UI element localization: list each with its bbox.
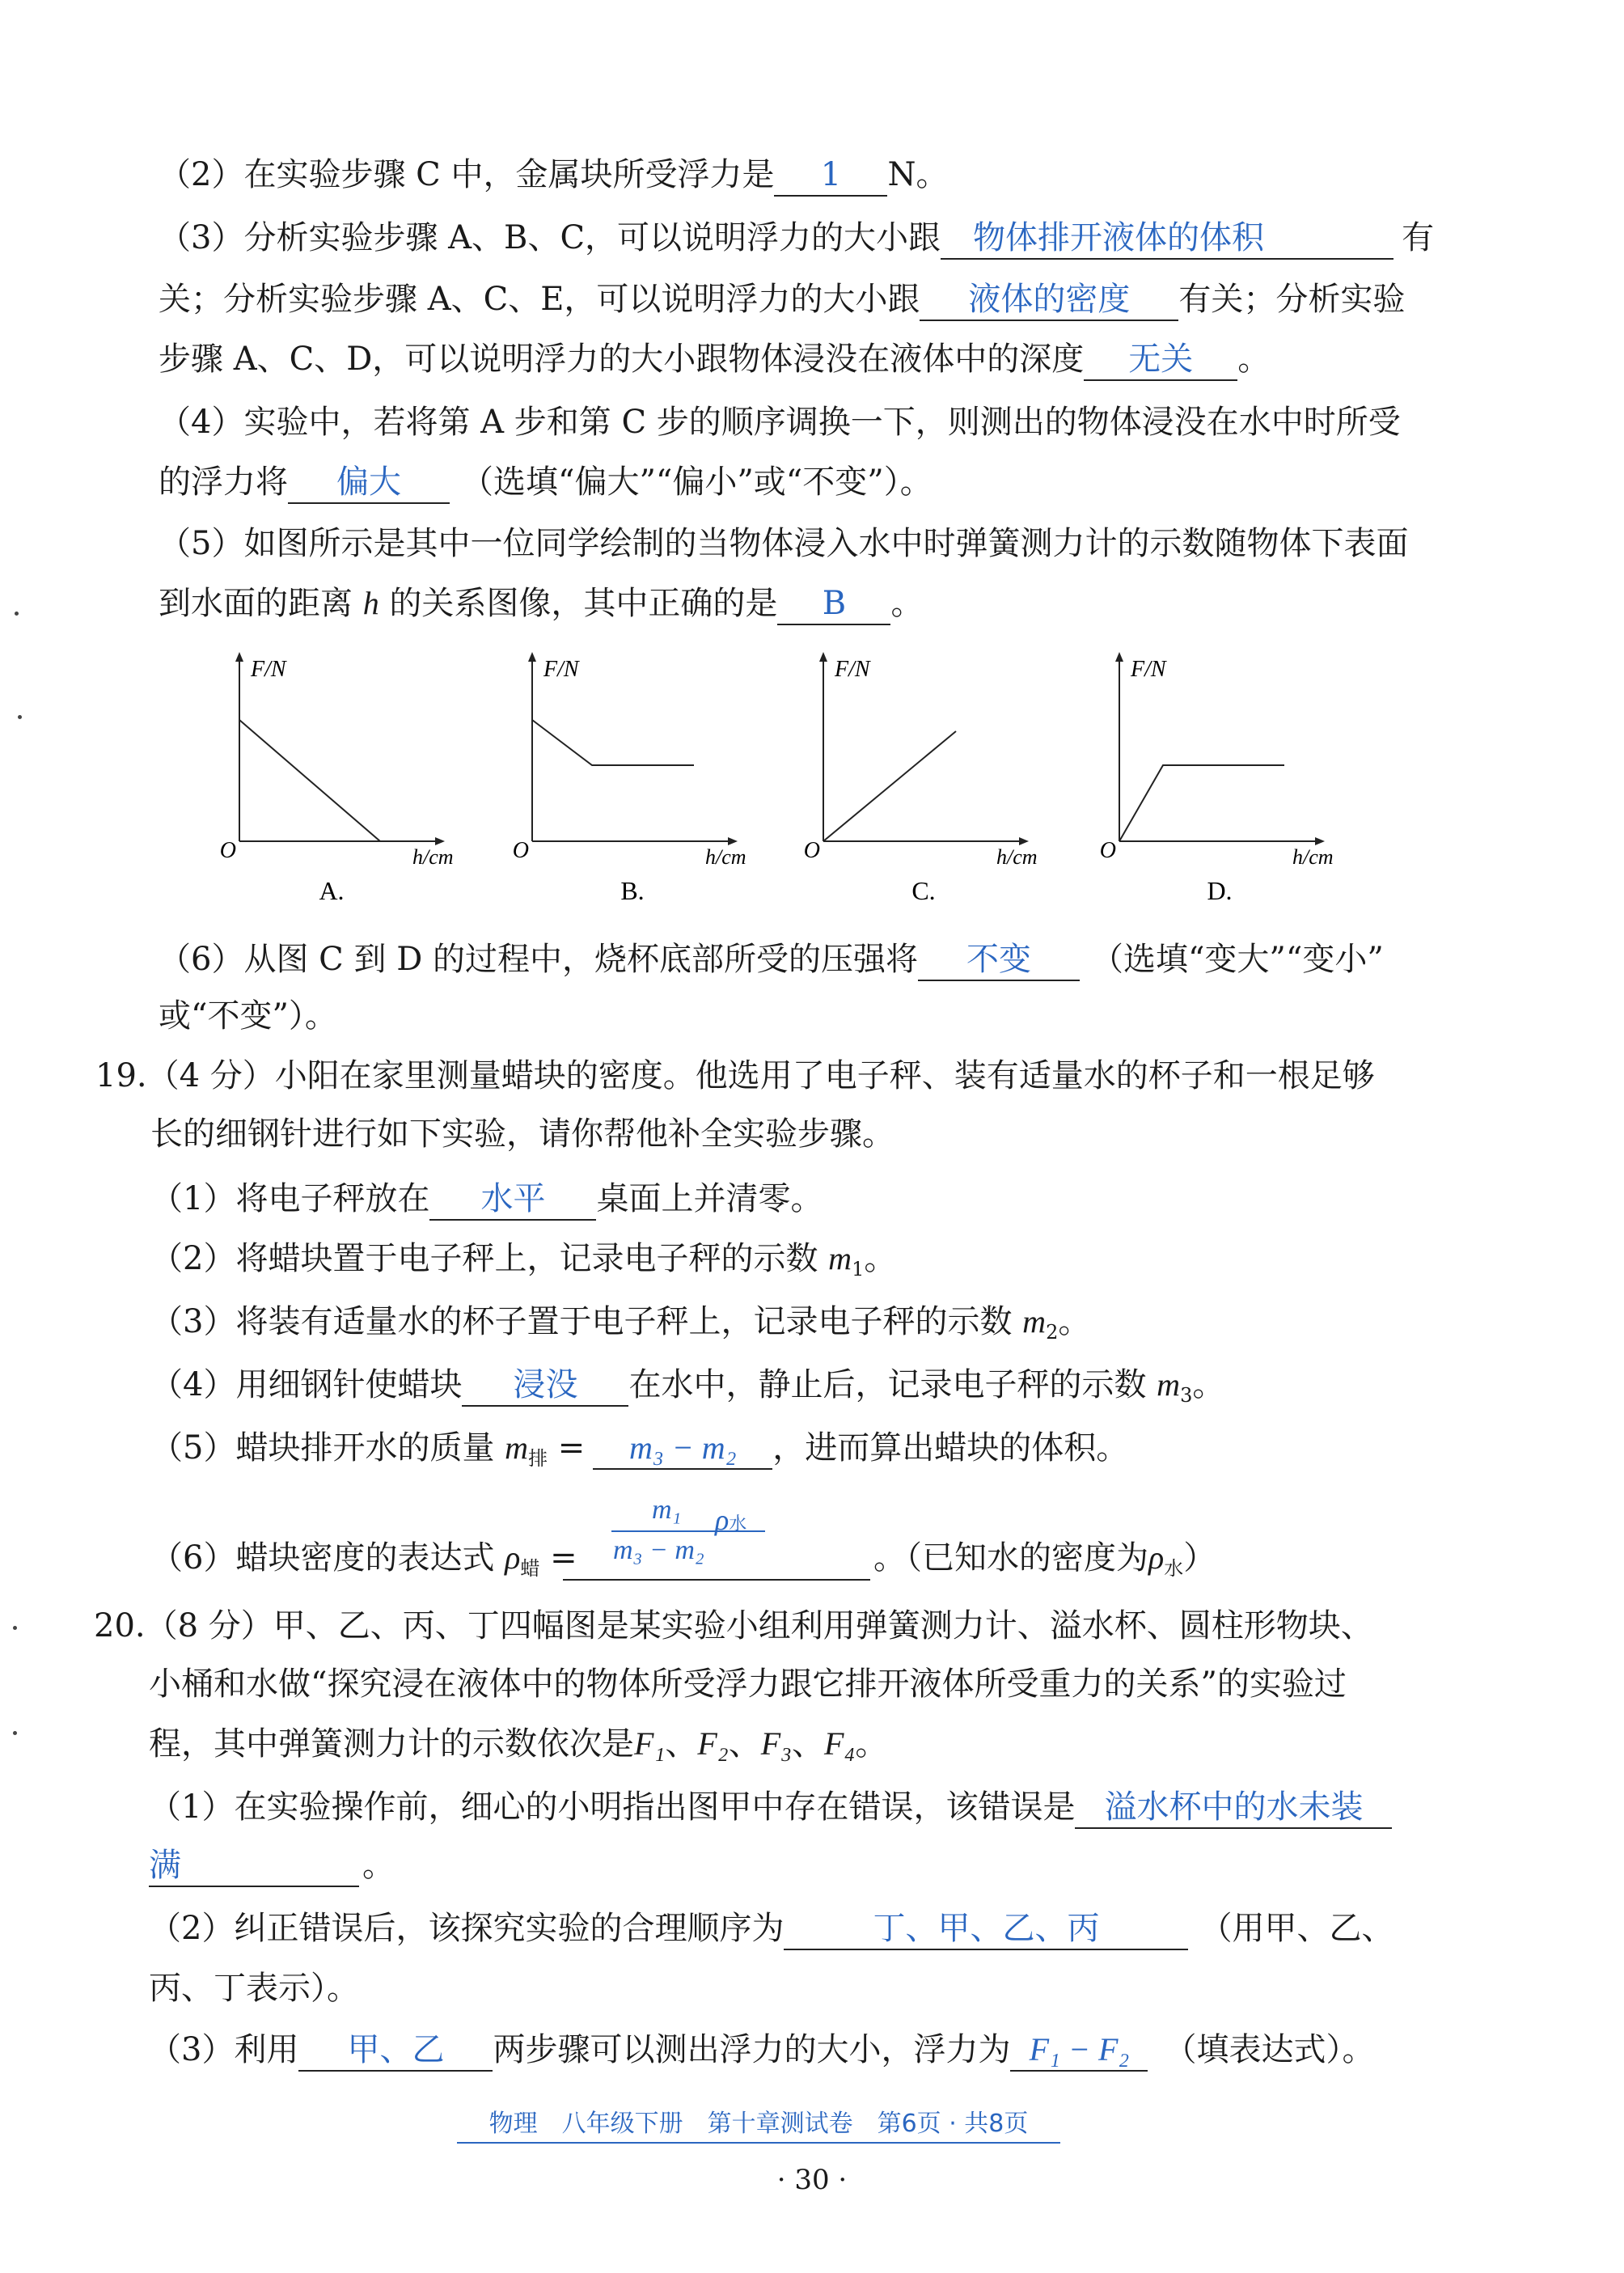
answer-blank: 不变 xyxy=(918,939,1080,981)
fraction-numerator: m₁ xyxy=(652,1495,682,1525)
q20-step1-line2: 满 。 xyxy=(149,1841,395,1890)
origin-label: O xyxy=(1099,838,1116,863)
q19-step5: （5）蜡块排开水的质量 $m_排 = m_3 - m_2$ ，进而算出蜡块的体积。 xyxy=(150,1429,1129,1470)
q19-intro-line1: 19.（4 分）小阳在家里测量蜡块的密度。他选用了电子秤、装有适量水的杯子和一根足够 xyxy=(95,1057,1375,1094)
q20-step3: （3）利用 甲、乙 两步骤可以测出浮力的大小，浮力为 F₁ − F₂ （填表达式）。 xyxy=(149,2025,1374,2074)
q20-step2-line1: （2）纠正错误后，该探究实验的合理顺序为 丁、甲、乙、丙 （用甲、乙、 xyxy=(149,1904,1394,1953)
y-axis-label: F/N xyxy=(251,657,286,682)
answer-blank: F₁ − F₂ xyxy=(1010,2030,1148,2072)
graph-curve xyxy=(823,731,956,841)
scan-mark xyxy=(18,715,22,719)
q18-part3-line1: （3）分析实验步骤 A、B、C，可以说明浮力的大小跟 物体排开液体的体积 有 xyxy=(159,214,1434,262)
page-number: · 30 · xyxy=(776,2164,848,2196)
q18-part5-line2: 到水面的距离 h 的关系图像，其中正确的是 B 。 xyxy=(159,579,923,628)
answer-blank: m₃ − m₂ xyxy=(593,1428,772,1470)
origin-label: O xyxy=(512,838,529,863)
x-axis-label: h/cm xyxy=(705,845,746,869)
page-footer: 物理 八年级下册 第十章测试卷 第6页 · 共8页 xyxy=(457,2106,1060,2144)
q18-part3-line2: 关；分析实验步骤 A、C、E，可以说明浮力的大小跟 液体的密度 有关；分析实验 xyxy=(159,275,1405,324)
q18-part4-line2: 的浮力将 偏大 （选填“偏大”“偏小”或“不变”）。 xyxy=(159,458,933,506)
q18-part6-line1: （6）从图 C 到 D 的过程中，烧杯底部所受的压强将 不变 （选填“变大”“变小” xyxy=(159,935,1384,984)
q18-part4-line1: （4）实验中，若将第 A 步和第 C 步的顺序调换一下，则测出的物体浸没在水中时所受 xyxy=(159,404,1401,441)
answer-blank: 甲、乙 xyxy=(298,2030,493,2072)
graph-a xyxy=(218,647,477,914)
q20-step1-line1: （1）在实验操作前，细心的小明指出图甲中存在错误，该错误是 溢水杯中的水未装 xyxy=(149,1783,1392,1831)
answer-blank: B xyxy=(777,583,890,625)
q18-part5-line1: （5）如图所示是其中一位同学绘制的当物体浸入水中时弹簧测力计的示数随物体下表面 xyxy=(159,525,1409,562)
y-axis-label: F/N xyxy=(1131,657,1166,682)
q20-intro-line1: 20.（8 分）甲、乙、丙、丁四幅图是某实验小组利用弹簧测力计、溢水杯、圆柱形物块、 xyxy=(94,1607,1373,1644)
q19-step6-pre: （6）蜡块密度的表达式 $\rho_蜡$ = xyxy=(150,1539,577,1580)
q19-step6-post: 。（已知水的密度为$\rho_水$） xyxy=(873,1539,1216,1580)
scan-mark xyxy=(13,1626,17,1630)
graph-option-label: A. xyxy=(319,876,345,905)
q20-intro-line2: 小桶和水做“探究浸在液体中的物体所受浮力跟它排开液体所受重力的关系”的实验过 xyxy=(149,1666,1347,1703)
graph-curve xyxy=(1119,765,1284,841)
graph-c xyxy=(802,647,1061,914)
q19-intro-line2: 长的细钢针进行如下实验，请你帮他补全实验步骤。 xyxy=(150,1115,894,1153)
answer-blank: 1 xyxy=(774,154,887,197)
y-axis-label: F/N xyxy=(835,657,870,682)
answer-blank: 水平 xyxy=(429,1179,596,1221)
answer-blank: 浸没 xyxy=(462,1365,628,1407)
x-axis-label: h/cm xyxy=(996,845,1038,869)
scan-mark xyxy=(13,1731,17,1735)
origin-label: O xyxy=(803,838,820,863)
origin-label: O xyxy=(219,838,236,863)
density-fraction-answer: m₁ m₃ − m₂ ρ水 xyxy=(563,1488,870,1585)
answer-blank xyxy=(563,1579,870,1581)
graph-d xyxy=(1098,647,1357,914)
x-axis-label: h/cm xyxy=(1292,845,1334,869)
graph-option-label: C. xyxy=(911,876,936,905)
fraction-denominator: m₃ − m₂ xyxy=(613,1535,704,1565)
q19-step1: （1）将电子秤放在 水平 桌面上并清零。 xyxy=(150,1175,823,1223)
q20-step2-line2: 丙、丁表示）。 xyxy=(149,1970,359,2007)
answer-blank: 偏大 xyxy=(288,462,450,504)
q19-step3: （3）将装有适量水的杯子置于电子秤上，记录电子秤的示数 $m_2$。 xyxy=(150,1303,1091,1344)
answer-blank: 无关 xyxy=(1084,339,1237,381)
q18-part6-line2: 或“不变”）。 xyxy=(159,997,337,1035)
q18-part2: （2）在实验步骤 C 中，金属块所受浮力是 1 N。 xyxy=(159,150,948,199)
q18-part3-line3: 步骤 A、C、D，可以说明浮力的大小跟物体浸没在液体中的深度 无关 。 xyxy=(159,335,1270,383)
scan-mark xyxy=(15,612,19,616)
answer-blank: 物体排开液体的体积 xyxy=(941,218,1394,260)
q20-intro-line3: 程，其中弹簧测力计的示数依次是F₁、F₂、F₃、F₄。 xyxy=(149,1725,888,1763)
q19-step2: （2）将蜡块置于电子秤上，记录电子秤的示数 $m_1$。 xyxy=(150,1240,897,1280)
graph-curve xyxy=(532,720,694,765)
y-axis-label: F/N xyxy=(543,657,579,682)
graph-option-label: D. xyxy=(1207,876,1233,905)
answer-blank: 满 xyxy=(149,1845,359,1887)
answer-blank: 溢水杯中的水未装 xyxy=(1075,1787,1392,1829)
answer-blank: 液体的密度 xyxy=(920,279,1178,321)
graph-option-label: B. xyxy=(620,876,645,905)
graph-curve xyxy=(239,720,380,841)
x-axis-label: h/cm xyxy=(412,845,454,869)
answer-blank: 丁、甲、乙、丙 xyxy=(784,1908,1188,1950)
graph-b xyxy=(511,647,770,914)
q19-step4: （4）用细钢针使蜡块 浸没 在水中，静止后，记录电子秤的示数 $m_3$。 xyxy=(150,1366,1225,1407)
